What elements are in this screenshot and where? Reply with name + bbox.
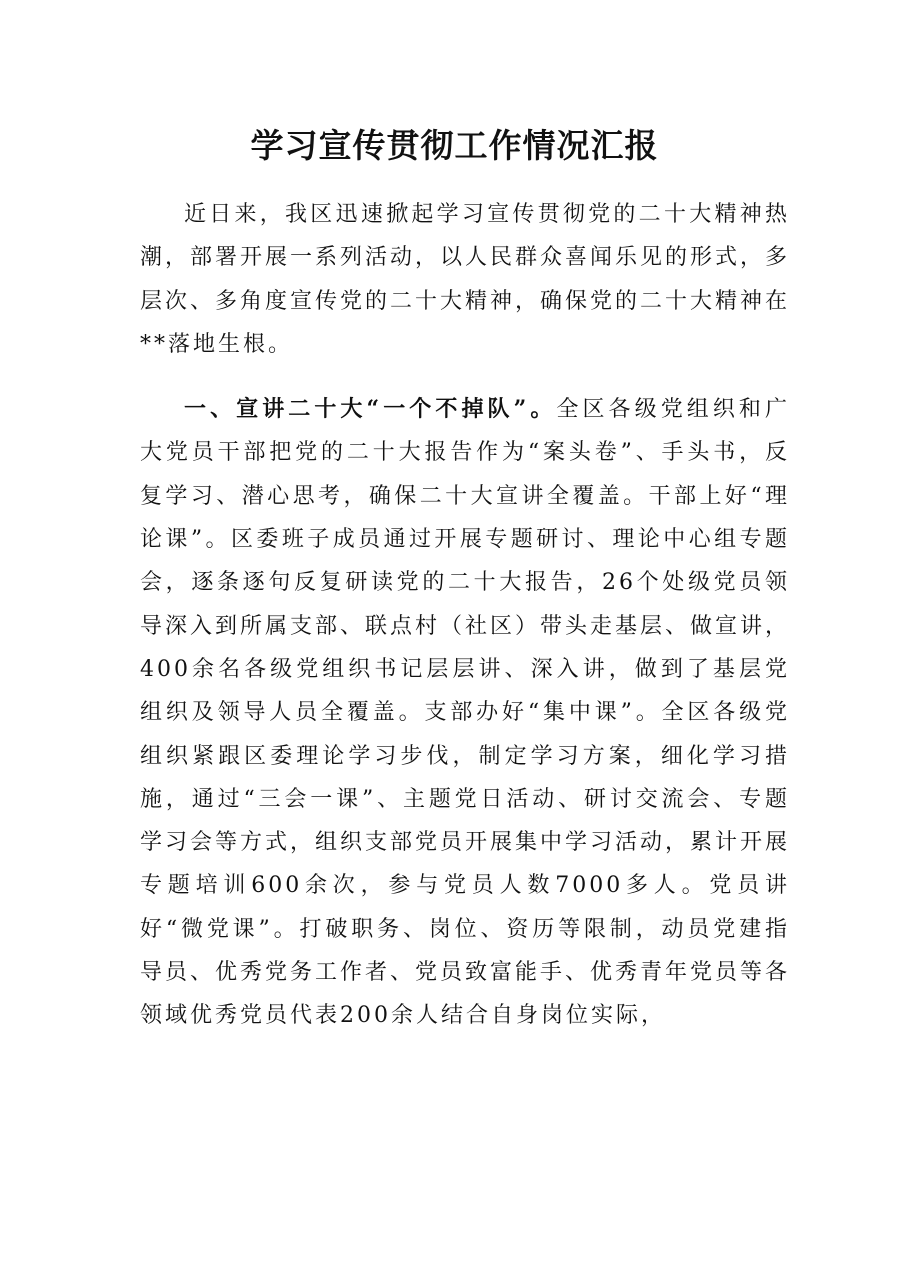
document-body [140,193,790,1038]
intro-paragraph: 近日来，我区迅速掀起学习宣传贯彻党的二十大精神热潮，部署开展一系列活动，以人民群众喜闻乐见的形式，多层次、多角度宣传党的二十大精神，确保党的二十大精神在**落地生根。 [140,202,791,357]
section-1-paragraph [140,388,790,1037]
section-1-heading: 一、宣讲二十大“一个不掉队”。 [184,396,557,423]
section-1-text: 全区各级党组织和广大党员干部把党的二十大报告作为“案头卷”、手头书，反复学习、潜心思考，确保二十大宣讲全覆盖。干部上好“理论课”。区委班子成员通过开展专题研讨、理论中心组专题会，逐条逐句反复研读党的二十大报告，26个处级党员领导深入到所属支部、联点村（社区）带头走基层、做宣讲，400余名各级党组织书记层层讲、深入讲，做到了基层党组织及领导人员全覆盖。支部办好“集中课”。全区各级党组织紧跟区委理论学习步伐，制定学习方案，细化学习措施，通过“三会一课”、主题党日活动、研讨交流会、专题学习会等方式，组织支部党员开展集中学习活动，累计开展专题培训600余次，参与党员人数7000多人。党员讲好“微党课”。打破职务、岗位、资历等限制，动员党建指导员、优秀党务工作者、党员致富能手、优秀青年党员等各领域优秀党员代表200余人结合自身岗位实际， [140,397,791,1029]
document-title: 学习宣传贯彻工作情况汇报 [250,126,659,165]
